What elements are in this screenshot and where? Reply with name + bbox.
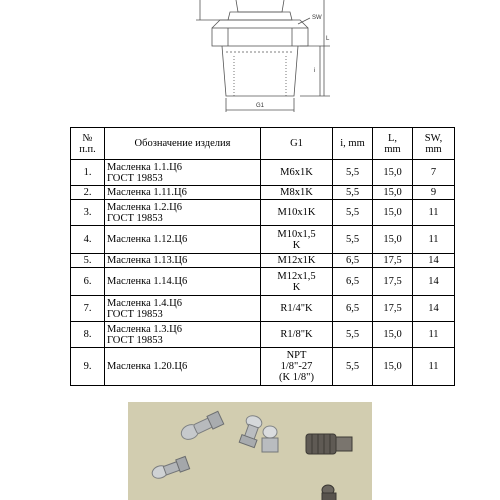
header-sw: SW, mm bbox=[413, 128, 455, 160]
cell-sw: 7 bbox=[413, 160, 455, 186]
table-row bbox=[71, 348, 455, 386]
table-row bbox=[71, 268, 455, 296]
cell-i: 5,5 bbox=[333, 186, 373, 200]
drawing-stem bbox=[222, 46, 298, 96]
cell-sw: 11 bbox=[413, 348, 455, 386]
table-row bbox=[71, 200, 455, 226]
cell-sw: 14 bbox=[413, 268, 455, 296]
header-l: L, mm bbox=[373, 128, 413, 160]
cell-l: 15,0 bbox=[373, 186, 413, 200]
cell-num: 9. bbox=[71, 348, 105, 386]
grease-nipple-straight bbox=[262, 426, 278, 452]
l-label: L bbox=[326, 36, 330, 42]
cell-i: 5,5 bbox=[333, 226, 373, 254]
table-row bbox=[71, 226, 455, 254]
cell-name: Масленка 1.1.Ц6 ГОСТ 19853 bbox=[105, 160, 261, 186]
header-name: Обозначение изделия bbox=[105, 128, 261, 160]
cell-num: 8. bbox=[71, 322, 105, 348]
cell-l: 15,0 bbox=[373, 322, 413, 348]
cell-g1: R1/4"K bbox=[261, 296, 333, 322]
cell-l: 15,0 bbox=[373, 226, 413, 254]
i-label: i bbox=[314, 68, 316, 74]
technical-drawing bbox=[0, 0, 500, 122]
cell-g1: M8x1K bbox=[261, 186, 333, 200]
cell-g1: M10x1,5 K bbox=[261, 226, 333, 254]
drawing-hexagon bbox=[212, 28, 308, 46]
cell-name: Масленка 1.2.Ц6 ГОСТ 19853 bbox=[105, 200, 261, 226]
cell-name: Масленка 1.20.Ц6 bbox=[105, 348, 261, 386]
table-header-row bbox=[71, 128, 455, 160]
table-row bbox=[71, 322, 455, 348]
cell-l: 17,5 bbox=[373, 296, 413, 322]
product-photo bbox=[128, 402, 372, 500]
cell-i: 5,5 bbox=[333, 160, 373, 186]
cell-g1: R1/8"K bbox=[261, 322, 333, 348]
cell-l: 15,0 bbox=[373, 200, 413, 226]
table-row bbox=[71, 296, 455, 322]
cell-l: 17,5 bbox=[373, 254, 413, 268]
sw-label: SW bbox=[312, 15, 322, 21]
cell-sw: 11 bbox=[413, 200, 455, 226]
cell-i: 5,5 bbox=[333, 348, 373, 386]
header-i: i, mm bbox=[333, 128, 373, 160]
cell-sw: 9 bbox=[413, 186, 455, 200]
header-g1: G1 bbox=[261, 128, 333, 160]
cell-num: 4. bbox=[71, 226, 105, 254]
header-num: № п.п. bbox=[71, 128, 105, 160]
cell-name: Масленка 1.12.Ц6 bbox=[105, 226, 261, 254]
cell-name: Масленка 1.4.Ц6 ГОСТ 19853 bbox=[105, 296, 261, 322]
cell-i: 6,5 bbox=[333, 254, 373, 268]
cell-g1: M12x1K bbox=[261, 254, 333, 268]
cell-num: 1. bbox=[71, 160, 105, 186]
cell-num: 2. bbox=[71, 186, 105, 200]
table-row bbox=[71, 160, 455, 186]
cell-i: 6,5 bbox=[333, 268, 373, 296]
cell-l: 15,0 bbox=[373, 160, 413, 186]
cell-sw: 14 bbox=[413, 296, 455, 322]
cell-sw: 11 bbox=[413, 322, 455, 348]
cell-name: Масленка 1.3.Ц6 ГОСТ 19853 bbox=[105, 322, 261, 348]
cell-l: 17,5 bbox=[373, 268, 413, 296]
spec-table bbox=[70, 127, 455, 386]
g1-label: G1 bbox=[256, 103, 265, 109]
cell-sw: 11 bbox=[413, 226, 455, 254]
cell-name: Масленка 1.13.Ц6 bbox=[105, 254, 261, 268]
drawing-neck bbox=[228, 12, 292, 20]
cell-num: 3. bbox=[71, 200, 105, 226]
cell-name: Масленка 1.14.Ц6 bbox=[105, 268, 261, 296]
cell-name: Масленка 1.11.Ц6 bbox=[105, 186, 261, 200]
cell-i: 5,5 bbox=[333, 322, 373, 348]
table-row bbox=[71, 254, 455, 268]
table-row bbox=[71, 186, 455, 200]
cell-g1: M12x1,5 K bbox=[261, 268, 333, 296]
threaded-plug bbox=[306, 434, 352, 454]
cell-l: 15,0 bbox=[373, 348, 413, 386]
cell-g1: M6x1K bbox=[261, 160, 333, 186]
cell-i: 5,5 bbox=[333, 200, 373, 226]
cell-num: 7. bbox=[71, 296, 105, 322]
cell-num: 5. bbox=[71, 254, 105, 268]
cell-sw: 14 bbox=[413, 254, 455, 268]
cell-i: 6,5 bbox=[333, 296, 373, 322]
cell-g1: M10x1K bbox=[261, 200, 333, 226]
cell-num: 6. bbox=[71, 268, 105, 296]
drawing-head bbox=[236, 0, 284, 12]
cell-g1: NPT 1/8"-27 (K 1/8") bbox=[261, 348, 333, 386]
